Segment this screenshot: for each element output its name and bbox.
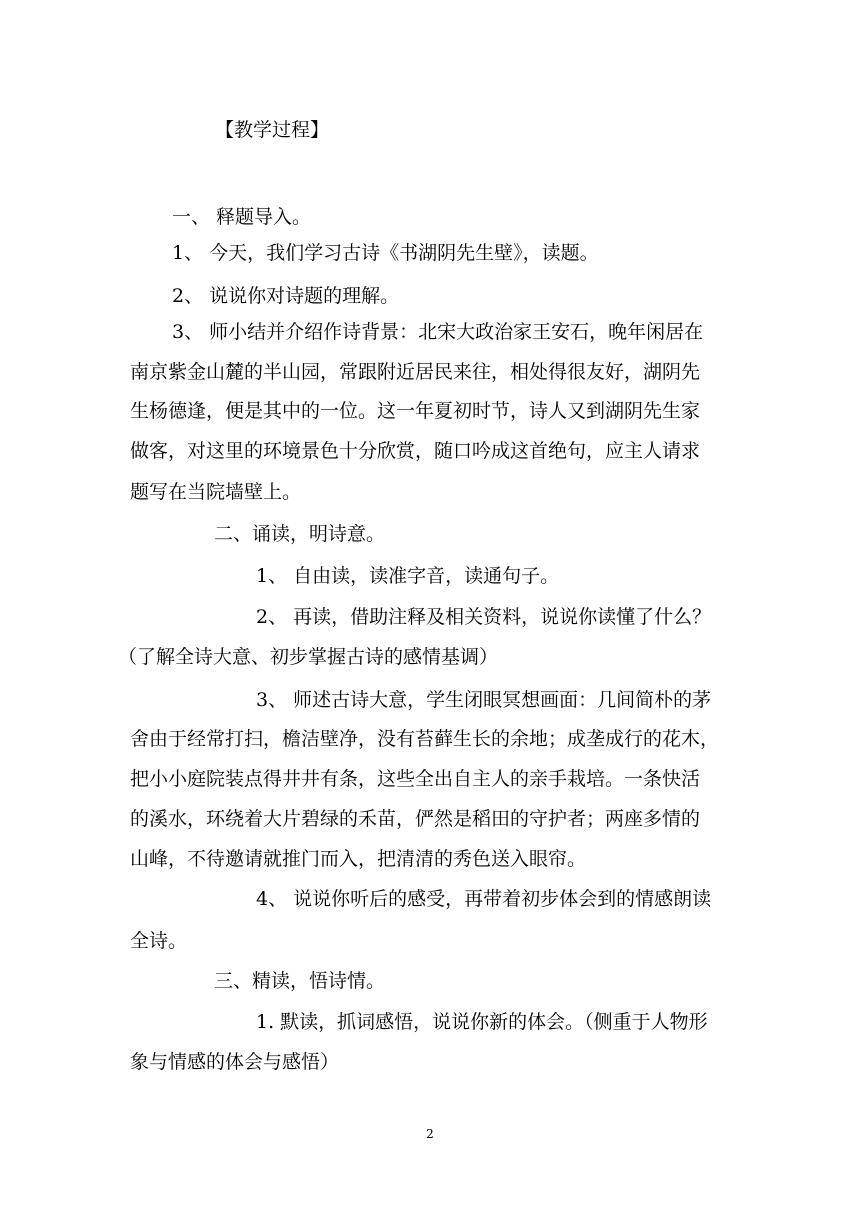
text-line: 二、诵读，明诗意。 [214,523,386,545]
text-line: 三、精读，悟诗情。 [214,970,386,992]
text-line: 山峰，不待邀请就推门而入，把清清的秀色送入眼帘。 [130,848,587,870]
text-line: 1、 今天，我们学习古诗《书湖阴先生壁》，读题。 [172,242,599,264]
text-line: 1. 默读，抓词感悟，说说你新的体会。（侧重于人物形 [256,1011,708,1033]
text-line: 2、 说说你对诗题的理解。 [172,285,400,307]
text-line: 南京紫金山麓的半山园，常跟附近居民来往，相处得很友好，湖阴先 [130,361,701,383]
text-line: 1、 自由读，读准字音，读通句子。 [256,565,560,587]
text-line: 做客，对这里的环境景色十分欣赏，随口吟成这首绝句，应主人请求 [130,440,701,462]
text-line: 3、 师小结并介绍作诗背景：北宋大政治家王安石，晚年闲居在 [172,321,704,343]
text-line: 的溪水，环绕着大片碧绿的禾苗，俨然是稻田的守护者；两座多情的 [130,808,701,830]
text-line: 2、 再读，借助注释及相关资料，说说你读懂了什么？ [256,606,712,628]
text-line: （了解全诗大意、初步掌握古诗的感情基调） [118,646,499,668]
text-line: 3、 师述古诗大意，学生闭眼冥想画面：几间简朴的茅 [256,689,712,711]
text-line: 全诗。 [130,930,188,952]
text-line: 舍由于经常打扫，檐洁壁净，没有苔藓生长的余地；成垄成行的花木， [130,728,720,750]
text-line: 一、 释题导入。 [172,206,312,228]
page-number: 2 [426,1127,434,1141]
section-heading: 【教学过程】 [215,119,330,141]
text-line: 象与情感的体会与感悟） [130,1051,340,1073]
text-line: 4、 说说你听后的感受，再带着初步体会到的情感朗读 [256,888,712,910]
text-line: 把小小庭院装点得井井有条，这些全出自主人的亲手栽培。一条快活 [130,768,701,790]
text-line: 生杨德逢，便是其中的一位。这一年夏初时节，诗人又到湖阴先生家 [130,400,701,422]
text-line: 题写在当院墙壁上。 [130,481,302,503]
